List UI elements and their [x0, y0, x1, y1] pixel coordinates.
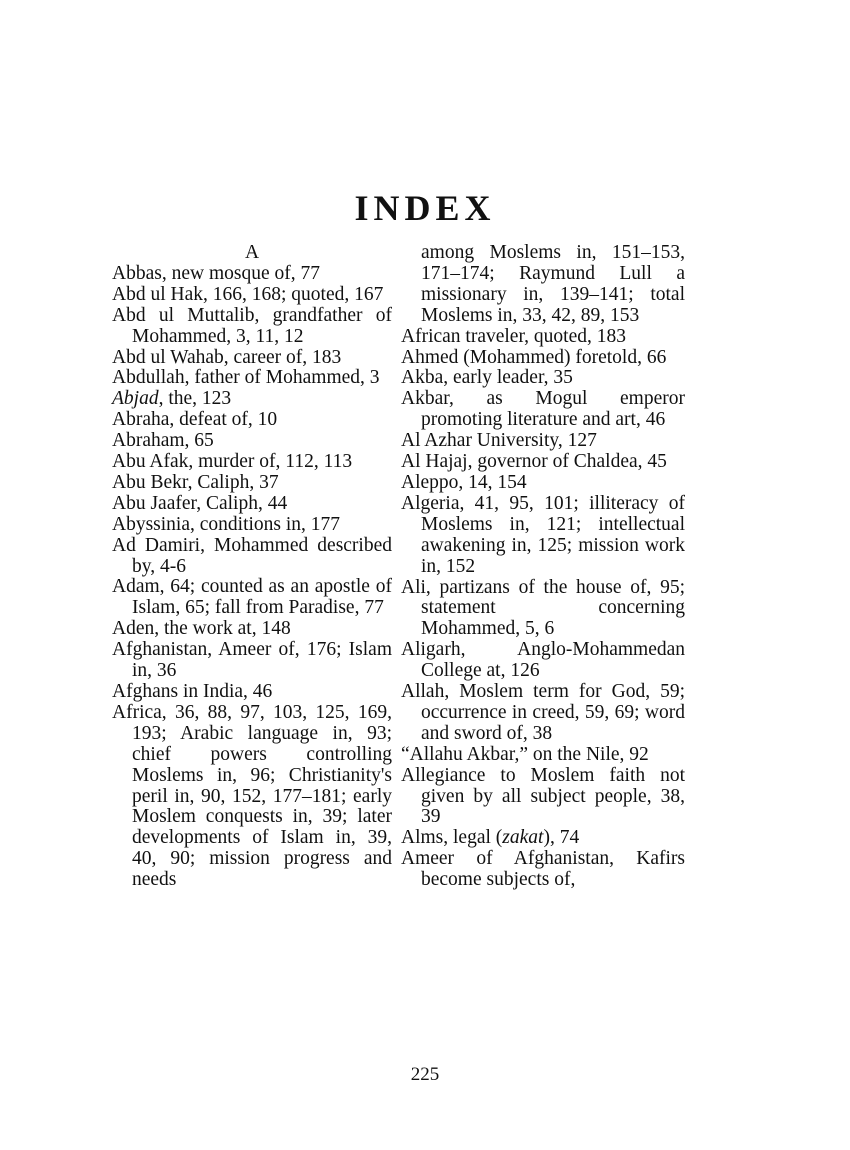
index-column-right	[401, 243, 685, 891]
index-entry: Algeria, 41, 95, 101; illiteracy of Moslems in, 121; intellectual awakening in, 125; mission work in, 152	[401, 492, 685, 577]
index-entry: Ameer of Afghanistan, Kafirs become subjects of,	[401, 848, 685, 891]
index-entry: Abbas, new mosque of, 77	[112, 262, 320, 284]
index-entry: Afghans in India, 46	[112, 681, 273, 703]
index-entry: Allegiance to Moslem faith not given by all subject people, 38, 39	[401, 764, 685, 828]
index-entry: Ad Damiri, Mohammed described by, 4-6	[112, 534, 392, 577]
index-entry: Aligarh, Anglo-Mohammedan College at, 126	[401, 639, 685, 682]
italic-term: Abjad	[112, 388, 159, 410]
index-column-left	[112, 243, 392, 891]
index-entry: Abraham, 65	[112, 430, 214, 452]
index-entry: Abyssinia, conditions in, 177	[112, 513, 341, 535]
page-title: INDEX	[354, 188, 496, 228]
index-entry: Aden, the work at, 148	[112, 618, 291, 640]
index-entry: Abd ul Hak, 166, 168; quoted, 167	[112, 283, 384, 305]
index-entry: Abd ul Wahab, career of, 183	[112, 346, 342, 368]
section-letter: A	[244, 242, 260, 263]
index-entry: “Allahu Akbar,” on the Nile, 92	[401, 743, 649, 765]
index-entry: Africa, 36, 88, 97, 103, 125, 169, 193; Arabic language in, 93; chief powers controlling Moslems in, 96; Christianity's peril in, 90, 152, 177–181; early Moslem conquests in, 39; later developments of Islam in, 39, 40, 90; mission progress and needs	[112, 701, 392, 891]
italic-term: zakat	[502, 827, 544, 849]
index-entry: Abu Jaafer, Caliph, 44	[112, 492, 288, 514]
index-entry: Akbar, as Mogul emperor promoting literature and art, 46	[401, 388, 685, 431]
index-entry: Abd ul Muttalib, grandfather of Mohammed, 3, 11, 12	[112, 304, 392, 347]
index-entry: Aleppo, 14, 154	[401, 471, 527, 493]
index-entry: Afghanistan, Ameer of, 176; Islam in, 36	[112, 639, 392, 682]
index-entry: African traveler, quoted, 183	[401, 325, 627, 347]
index-entry: Abu Bekr, Caliph, 37	[112, 471, 279, 493]
index-entry: Al Hajaj, governor of Chaldea, 45	[401, 451, 667, 473]
index-entry: Abu Afak, murder of, 112, 113	[112, 451, 353, 473]
index-entry-italic: Abjad, the, 123	[112, 388, 232, 410]
index-entry-continued: among Moslems in, 151–153, 171–174; Raymund Lull a missionary in, 139–141; total Moslems in, 33, 42, 89, 153	[421, 242, 685, 326]
index-entry: Adam, 64; counted as an apostle of Islam, 65; fall from Paradise, 77	[112, 576, 392, 619]
index-entry: Ali, partizans of the house of, 95; statement concerning Mohammed, 5, 6	[401, 576, 685, 640]
index-entry: Ahmed (Mohammed) foretold, 66	[401, 346, 667, 368]
page-number: 225	[410, 1064, 440, 1085]
index-entry: Abdullah, father of Mohammed, 3	[112, 367, 380, 389]
index-entry-italic: Alms, legal (zakat), 74	[401, 827, 580, 849]
index-entry: Akba, early leader, 35	[401, 367, 573, 389]
index-entry: Allah, Moslem term for God, 59; occurrence in creed, 59, 69; word and sword of, 38	[401, 681, 685, 744]
index-entry: Abraha, defeat of, 10	[112, 409, 278, 431]
index-entry: Al Azhar University, 127	[401, 430, 597, 452]
